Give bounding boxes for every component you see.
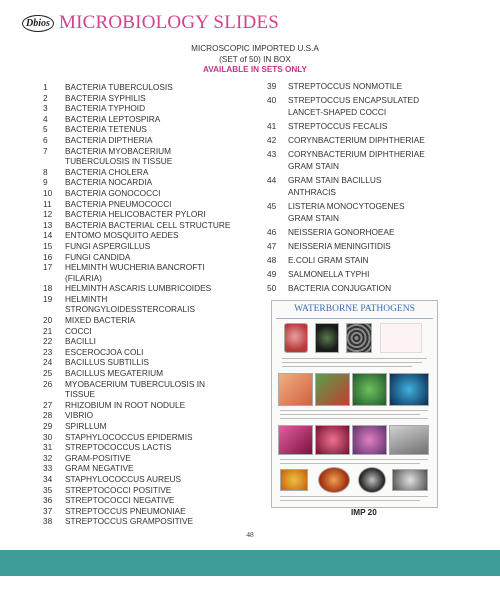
slide-name [65, 294, 270, 315]
slide-name-line: GRAM NEGATIVE [65, 463, 134, 474]
slide-name [65, 124, 270, 135]
slide-number: 29 [43, 421, 53, 431]
slide-list-item [40, 188, 270, 199]
slide-list-item [40, 167, 270, 178]
slide-name [65, 432, 270, 443]
slide-name-line: COCCI [65, 325, 92, 336]
slide-name-line: NEISSERIA MENINGITIDIS [288, 241, 391, 252]
slide-name-line: E.COLI GRAM STAIN [288, 255, 369, 266]
slide-name-line: GRAM-POSITIVE [65, 452, 131, 463]
poster-image-gray-blobs [392, 469, 428, 491]
slide-number: 2 [43, 92, 48, 103]
slide-number: 11 [43, 198, 52, 209]
slide-number: 37 [43, 505, 53, 516]
slide-list-item [264, 94, 469, 118]
slide-name-line: TUBERCULOSIS IN TISSUE [65, 156, 173, 167]
slide-name-line: GRAM STAIN [288, 213, 340, 224]
caption-line [282, 358, 427, 359]
slide-list-right [264, 80, 469, 296]
poster-title: WATERBORNE PATHOGENS [294, 304, 415, 314]
footer-band [0, 550, 500, 576]
slide-list-item [40, 485, 270, 496]
slide-name [65, 463, 270, 474]
slide-list-item [40, 516, 270, 527]
slide-list-item [40, 315, 270, 326]
slide-name [65, 262, 270, 283]
poster-image-pink-spiral [380, 323, 422, 353]
poster-image-orange-sphere [318, 467, 350, 493]
slide-name-line: STREPTOCCUS GRAMPOSITIVE [65, 516, 194, 527]
slide-number: 35 [43, 484, 53, 495]
slide-number: 8 [43, 166, 48, 177]
slide-name [65, 516, 270, 527]
slide-name-line: BACTERIA MYOBACERIUM [65, 145, 172, 156]
slide-list-item [40, 177, 270, 188]
caption-line [282, 362, 422, 363]
slide-name-line: STAPHYLOCOCCUS AUREUS [65, 473, 182, 484]
slide-list-item [40, 230, 270, 241]
slide-name-line: BACTERIA CHOLERA [65, 166, 149, 177]
slide-name [65, 283, 270, 294]
slide-name-line: BACILLUS SUBTILLIS [65, 357, 149, 368]
caption-line [280, 418, 428, 419]
slide-name-line: STAPHYLOCOCCUS EPIDERMIS [65, 431, 193, 442]
slide-number: 15 [43, 240, 53, 251]
slide-number: 16 [43, 251, 53, 262]
slide-name [288, 200, 469, 224]
slide-list-item [40, 241, 270, 252]
slide-number: 42 [267, 135, 277, 146]
slide-number: 6 [43, 134, 48, 145]
slide-name [65, 103, 270, 114]
slide-number: 36 [43, 495, 53, 506]
page-title: MICROBIOLOGY SLIDES [59, 12, 280, 33]
slide-name [65, 421, 270, 432]
slide-name-line: FUNGI CANDIDA [65, 251, 131, 262]
slide-name [288, 282, 469, 294]
slide-name [65, 410, 270, 421]
slide-number: 32 [43, 452, 53, 463]
slide-name-line: SALMONELLA TYPHI [288, 269, 370, 280]
slide-list-item [264, 174, 469, 198]
slide-list-item [264, 200, 469, 224]
slide-number: 4 [43, 113, 48, 124]
slide-name [65, 188, 270, 199]
slide-number: 31 [43, 442, 53, 453]
slide-number: 5 [43, 124, 48, 135]
slide-name-line: BACTERIA SYPHILIS [65, 92, 146, 103]
slide-name-line: BACILLI [65, 336, 96, 347]
slide-number: 47 [267, 241, 277, 252]
slide-list-item [40, 336, 270, 347]
slide-name-line: GRAM STAIN BACILLUS [288, 175, 382, 186]
poster-image-yellow-orange [280, 469, 308, 491]
slide-number: 40 [267, 94, 277, 105]
slide-number: 7 [43, 145, 48, 156]
slide-list-item [40, 347, 270, 358]
slide-number: 1 [43, 82, 48, 92]
slide-name [288, 148, 469, 172]
slide-name [65, 400, 270, 411]
slide-number: 38 [43, 516, 53, 527]
slide-name [288, 134, 469, 146]
slide-name-line: MYOBACERIUM TUBERCULOSIS IN [65, 378, 205, 389]
slide-number: 45 [267, 201, 277, 212]
slide-list-item [40, 146, 270, 167]
slide-name [65, 315, 270, 326]
slide-name-line: SPIRLLUM [65, 421, 107, 431]
slide-number: 19 [43, 293, 53, 304]
slide-list-item [264, 268, 469, 280]
slide-list-item [40, 357, 270, 368]
slide-list-item [40, 379, 270, 400]
slide-list-item [40, 262, 270, 283]
slide-name-line: STREPTOCOCCI POSITIVE [65, 484, 172, 495]
slide-name [288, 254, 469, 266]
slide-name-line: RHIZOBIUM IN ROOT NODULE [65, 399, 186, 410]
slide-name-line: BACTERIA DIPTHERIA [65, 134, 153, 145]
slide-name-line: HELMINTH ASCARIS LUMBRICOIDES [65, 283, 212, 294]
slide-name-line: HELMINTH WUCHERIA BANCROFTI [65, 262, 205, 273]
slide-list-item [40, 326, 270, 337]
slide-list-item [40, 199, 270, 210]
slide-name-line: (FILARIA) [65, 272, 102, 283]
slide-list-item [40, 93, 270, 104]
slide-number: 46 [267, 227, 277, 238]
slide-number: 25 [43, 368, 53, 379]
slide-name-line: STREPTOCCUS NONMOTILE [288, 81, 403, 91]
slide-name [65, 506, 270, 517]
slide-number: 23 [43, 346, 53, 357]
slide-number: 20 [43, 315, 53, 326]
slide-name-line: MIXED BACTERIA [65, 315, 136, 326]
caption-line [280, 410, 428, 411]
slide-list-item [40, 453, 270, 464]
slide-list-item [40, 294, 270, 315]
slide-list-item [40, 135, 270, 146]
slide-number: 49 [267, 269, 277, 280]
poster-image-red-cells [315, 425, 350, 455]
slide-name-line: BACTERIA TYPHOID [65, 103, 146, 114]
caption-line [280, 496, 428, 497]
slide-list-item [40, 114, 270, 125]
slide-name [65, 368, 270, 379]
slide-list-item [40, 209, 270, 220]
slide-name-line: ESCEROCJOA COLI [65, 346, 144, 357]
slide-name [288, 174, 469, 198]
slide-number: 24 [43, 357, 53, 368]
slide-name [65, 252, 270, 263]
slide-name [65, 220, 270, 231]
slide-list-left [40, 82, 270, 527]
slide-list-item [264, 148, 469, 172]
slide-number: 12 [43, 209, 53, 220]
slide-name-line: BACTERIA LEPTOSPIRA [65, 113, 161, 124]
slide-name-line: BACTERIA PNEUMOCOCCI [65, 198, 172, 209]
slide-name [65, 199, 270, 210]
slide-list-item [40, 400, 270, 411]
slide-number: 14 [43, 230, 53, 241]
slide-list-item [40, 432, 270, 443]
slide-number: 10 [43, 187, 53, 198]
slide-name-line: STREPTOCCUS ENCAPSULATED [288, 94, 420, 105]
slide-number: 33 [43, 463, 53, 474]
slide-list-item [40, 463, 270, 474]
subheader [180, 44, 330, 76]
slide-list-item [40, 82, 270, 93]
poster-image-red-colony [284, 323, 308, 353]
slide-name-line: BACTERIA CONJUGATION [288, 283, 392, 294]
slide-list-item [264, 226, 469, 238]
slide-number: 3 [43, 103, 48, 114]
slide-name [288, 240, 469, 252]
slide-number: 18 [43, 283, 53, 294]
slide-name [65, 379, 270, 400]
slide-name [65, 135, 270, 146]
slide-name [65, 241, 270, 252]
slide-name-line: NEISSERIA GONORHOEAE [288, 227, 395, 238]
slide-name [288, 94, 469, 118]
slide-name-line: STREPTOCOCCI NEGATIVE [65, 495, 175, 506]
slide-name [65, 347, 270, 358]
header [22, 12, 279, 34]
caption-line [280, 500, 420, 501]
caption-line [280, 463, 420, 464]
slide-list-item [264, 240, 469, 252]
poster-image-dark-sphere [358, 467, 386, 493]
slide-name [288, 268, 469, 280]
slide-list-item [40, 283, 270, 294]
slide-name [65, 442, 270, 453]
slide-list-item [40, 421, 270, 432]
slide-number: 50 [267, 283, 277, 294]
slide-name [65, 114, 270, 125]
slide-name-line: ENTOMO MOSQUITO AEDES [65, 230, 179, 241]
slide-name-line: CORYNBACTERIUM DIPHTHERIAE [288, 149, 425, 160]
poster-image-dark-bacteria [315, 323, 339, 353]
slide-name-line: VIBRIO [65, 410, 94, 421]
slide-number: 9 [43, 177, 48, 188]
slide-number: 26 [43, 378, 53, 389]
slide-number: 44 [267, 175, 277, 186]
slide-name-line: STREPTOCOCCUS LACTIS [65, 442, 172, 453]
slide-name-line: STREPTOCCUS FECALIS [288, 121, 388, 132]
caption-line [280, 414, 420, 415]
slide-name [65, 93, 270, 104]
slide-number: 41 [267, 121, 277, 132]
slide-name [288, 80, 469, 92]
slide-name-line: CORYNBACTERIUM DIPHTHERIAE [288, 135, 425, 146]
caption-line [280, 459, 428, 460]
poster-image-pink-strands [278, 425, 313, 455]
slide-name-line: BACTERIA HELICOBACTER PYLORI [65, 209, 206, 220]
slide-name [65, 495, 270, 506]
slide-name-line: BACTERIA NOCARDIA [65, 177, 153, 188]
slide-name-line: LANCET-SHAPED COCCI [288, 107, 387, 118]
slide-number: 17 [43, 262, 53, 273]
slide-list-item [40, 103, 270, 114]
slide-list-item [40, 252, 270, 263]
poster-image-orange-rods [278, 373, 313, 406]
slide-number: 28 [43, 410, 53, 421]
slide-name-line: ANTHRACIS [288, 187, 336, 198]
caption-line [282, 366, 412, 367]
slide-name-line: BACTERIA TETENUS [65, 124, 147, 135]
page-number: 48 [246, 530, 254, 539]
poster-image-green-rods [315, 373, 350, 406]
slide-name-line: BACTERIA GONOCOCCI [65, 187, 161, 198]
slide-number: 13 [43, 219, 53, 230]
poster-image-blue-cells [389, 373, 429, 406]
slide-list-item [264, 282, 469, 294]
slide-name [65, 82, 270, 93]
slide-name [288, 226, 469, 238]
slide-list-item [40, 124, 270, 135]
slide-list-item [40, 220, 270, 231]
slide-number: 30 [43, 431, 53, 442]
poster-image-green-mesh [352, 373, 387, 406]
slide-name [65, 326, 270, 337]
poster-image-gray-rods [389, 425, 429, 455]
slide-name [65, 209, 270, 220]
subheader-line-2: (SET of 50) IN BOX [219, 54, 291, 64]
slide-list-item [40, 506, 270, 517]
slide-list-item [264, 134, 469, 146]
slide-name-line: BACILLUS MEGATERIUM [65, 368, 164, 379]
slide-name-line: HELMINTH [65, 293, 108, 304]
slide-name [65, 177, 270, 188]
slide-name [288, 120, 469, 132]
slide-name-line: STRONGYLOIDESSTERCORALIS [65, 304, 196, 315]
slide-name [65, 453, 270, 464]
slide-name-line: BACTERIA TUBERCULOSIS [65, 82, 173, 92]
slide-number: 22 [43, 336, 53, 347]
slide-number: 34 [43, 473, 53, 484]
slide-list-item [40, 495, 270, 506]
slide-list-item [40, 410, 270, 421]
poster-caption: IMP 20 [351, 508, 377, 517]
slide-list-item [40, 442, 270, 453]
slide-name [65, 336, 270, 347]
slide-name [65, 474, 270, 485]
slide-name-line: TISSUE [65, 389, 95, 400]
slide-number: 43 [267, 149, 277, 160]
slide-name-line: LISTERIA MONOCYTOGENES [288, 201, 405, 212]
waterborne-pathogens-poster [271, 300, 438, 508]
slide-list-item [264, 120, 469, 132]
slide-name-line: BACTERIA BACTERIAL CELL STRUCTURE [65, 219, 231, 230]
slide-number: 48 [267, 255, 277, 266]
subheader-line-1: MICROSCOPIC IMPORTED U.S.A [191, 44, 319, 53]
availability-note: AVAILABLE IN SETS ONLY [202, 65, 308, 74]
slide-name [65, 357, 270, 368]
poster-title-rule [276, 318, 433, 319]
poster-image-magenta-cells [352, 425, 387, 455]
slide-number: 39 [267, 81, 277, 91]
slide-name [65, 167, 270, 178]
dbios-logo: Dbios [22, 15, 54, 32]
slide-number: 21 [43, 325, 53, 336]
slide-list-item [40, 368, 270, 379]
slide-name-line: GRAM STAIN [288, 161, 340, 172]
slide-name [65, 146, 270, 167]
slide-list-item [264, 80, 469, 92]
slide-list-item [40, 474, 270, 485]
slide-name [65, 230, 270, 241]
slide-name-line: FUNGI ASPERGILLUS [65, 240, 151, 251]
slide-name-line: STREPTOCCUS PNEUMONIAE [65, 505, 186, 516]
slide-number: 27 [43, 399, 53, 410]
poster-image-gray-clusters [346, 323, 372, 353]
slide-list-item [264, 254, 469, 266]
slide-name [65, 485, 270, 496]
